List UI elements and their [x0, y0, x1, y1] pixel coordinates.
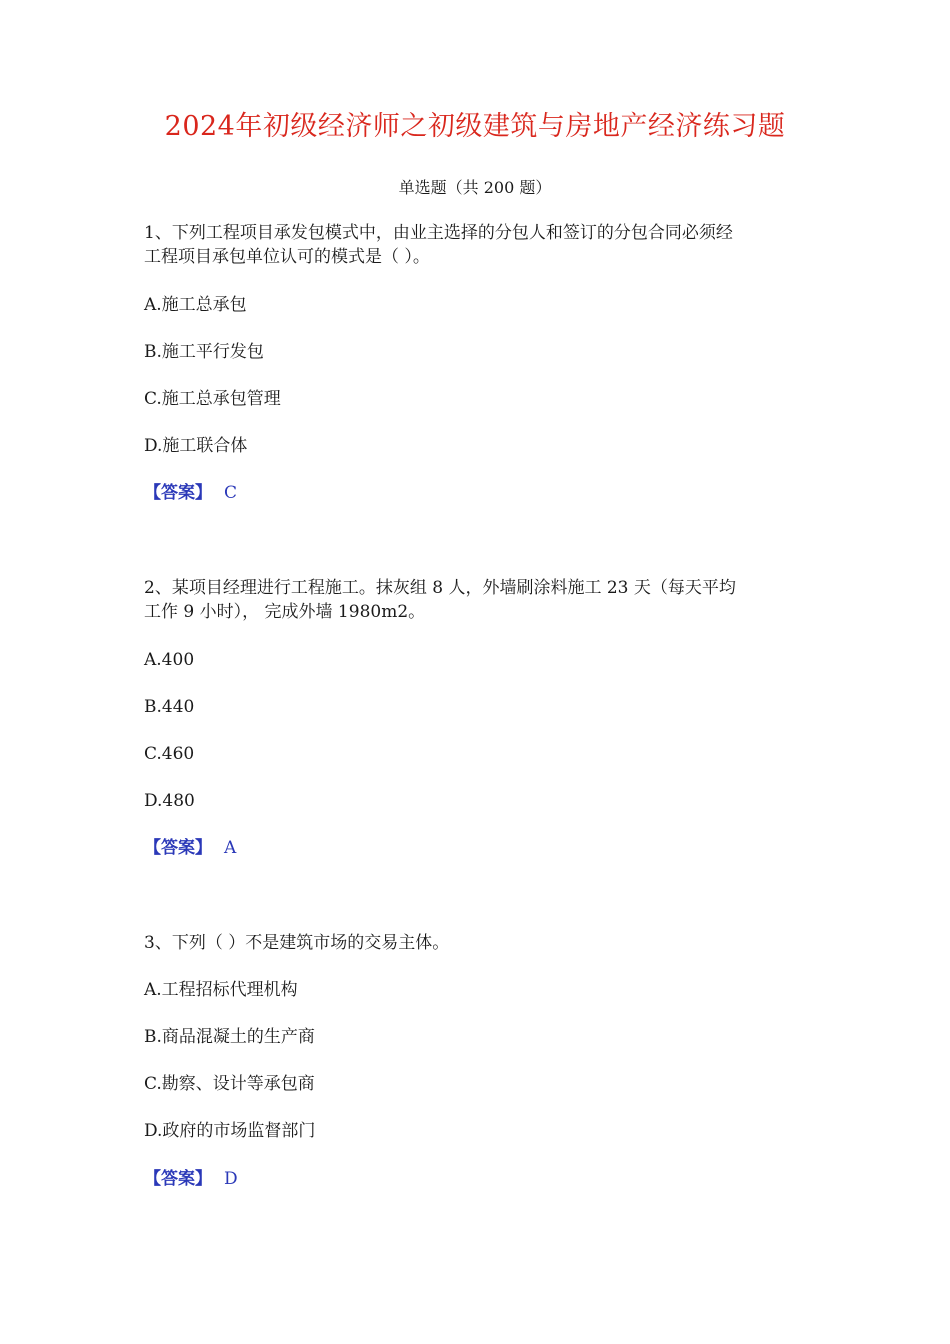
answer-value: A	[224, 838, 237, 858]
question-3-stem-line1: 3、下列（ ）不是建筑市场的交易主体。	[144, 933, 450, 953]
answer-value: C	[224, 483, 238, 503]
question-2-option-c: C.460	[144, 744, 195, 764]
answer-value: D	[224, 1169, 238, 1189]
question-3-option-d: D.政府的市场监督部门	[144, 1121, 316, 1141]
question-2-option-a: A.400	[144, 650, 195, 670]
question-1-option-b: B.施工平行发包	[144, 342, 264, 362]
question-3-option-b: B.商品混凝土的生产商	[144, 1027, 315, 1047]
question-1-option-d: D.施工联合体	[144, 436, 248, 456]
question-2-answer	[144, 836, 236, 860]
answer-tag: 【答案】	[144, 483, 212, 503]
document-title: 2024年初级经济师之初级建筑与房地产经济练习题	[164, 111, 786, 142]
answer-tag: 【答案】	[144, 1169, 212, 1189]
question-2-stem-line1: 2、某项目经理进行工程施工。抹灰组 8 人，外墙刷涂料施工 23 天（每天平均	[144, 578, 736, 598]
section-heading: 单选题（共 200 题）	[398, 178, 552, 197]
question-2-option-d: D.480	[144, 791, 195, 811]
question-3-option-a: A.工程招标代理机构	[144, 980, 298, 1000]
question-3-option-c: C.勘察、设计等承包商	[144, 1074, 315, 1094]
question-1-option-c: C.施工总承包管理	[144, 389, 281, 409]
question-2-option-b: B.440	[144, 697, 195, 717]
answer-tag: 【答案】	[144, 838, 212, 858]
question-1-option-a: A.施工总承包	[144, 295, 247, 315]
question-1-answer	[144, 481, 237, 505]
question-2-stem-line2: 工作 9 小时）， 完成外墙 1980m2。	[144, 602, 426, 622]
question-1-stem-line2: 工程项目承包单位认可的模式是（ ）。	[144, 247, 430, 267]
question-3-answer	[144, 1167, 238, 1191]
question-1-stem-line1: 1、下列工程项目承发包模式中，由业主选择的分包人和签订的分包合同必须经	[144, 223, 733, 243]
